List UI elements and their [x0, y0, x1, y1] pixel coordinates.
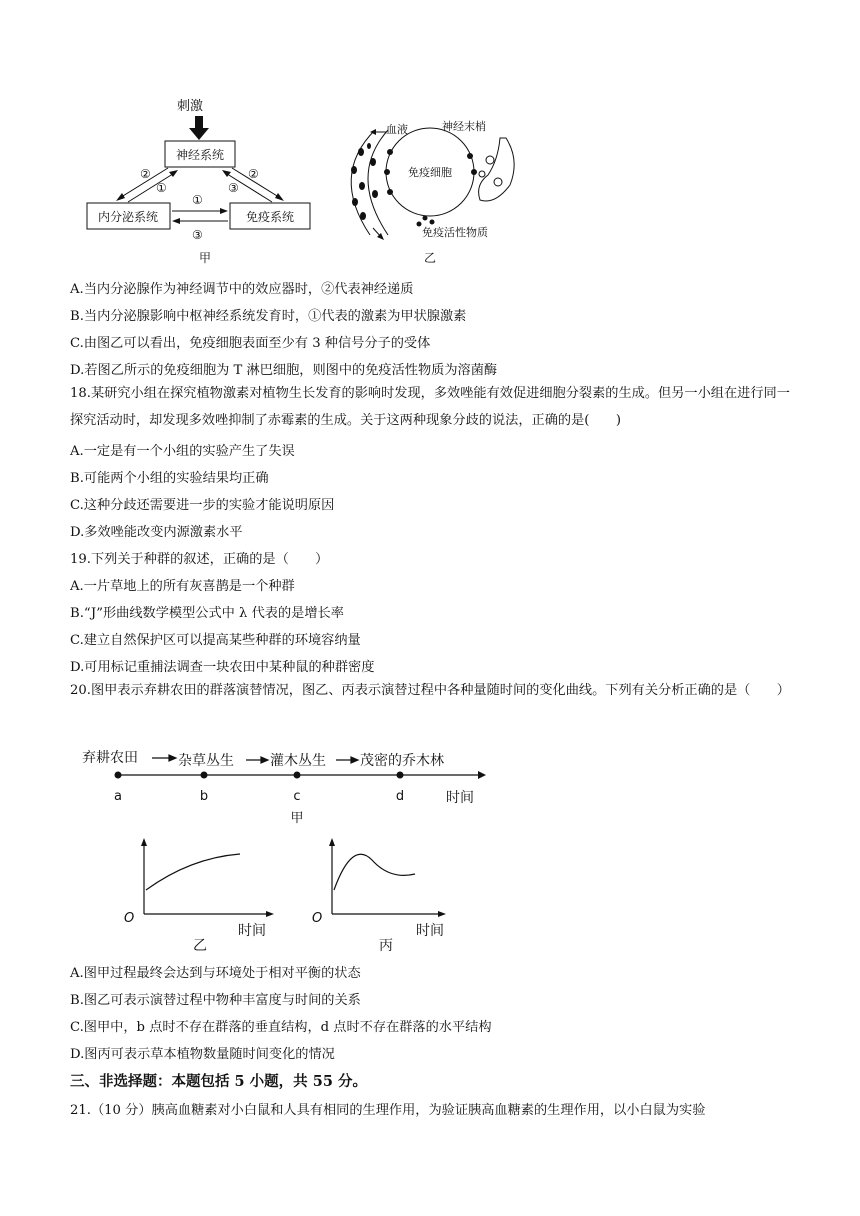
q17-option-a: A.当内分泌腺作为神经调节中的效应器时，②代表神经递质	[70, 282, 414, 297]
label-c: c	[293, 789, 301, 804]
caption-bing: 丙	[379, 938, 393, 954]
q20-option-b: B.图乙可表示演替过程中物种丰富度与时间的关系	[70, 993, 361, 1008]
q17-option-b: B.当内分泌腺影响中枢神经系统发育时，①代表的激素为甲状腺激素	[70, 309, 467, 324]
q19-option-c: C.建立自然保护区可以提高某些种群的环境容纳量	[70, 633, 361, 648]
q18-option-c: C.这种分歧还需要进一步的实验才能说明原因	[70, 498, 335, 513]
section-3-heading: 三、非选择题：本题包括 5 小题，共 55 分。	[70, 1073, 367, 1090]
label-a: a	[114, 789, 122, 804]
immune-cell-label: 免疫细胞	[408, 166, 452, 179]
stage-1: 弃耕农田	[82, 750, 138, 766]
stimulus-arrowhead	[189, 128, 209, 140]
circle-2-right: ②	[248, 167, 259, 181]
xlabel-bing: 时间	[416, 923, 444, 939]
stimulus-label: 刺激	[176, 99, 204, 114]
curve-bing	[334, 854, 415, 890]
circle-2-left: ②	[140, 167, 151, 181]
q17-option-d: D.若图乙所示的免疫细胞为 T 淋巴细胞，则图中的免疫活性物质为溶菌酶	[70, 363, 498, 378]
q17-option-c: C.由图乙可以看出，免疫细胞表面至少有 3 种信号分子的受体	[70, 336, 431, 351]
q18-stem: 18.某研究小组在探究植物激素对植物生长发育的影响时发现，多效唑能有效促进细胞分裂素的生成。但另一小组在进行同一探究活动时，却发现多效唑抑制了赤霉素的生成。关于这两种现象分歧的说法，正确的是( )	[70, 386, 790, 428]
q18-option-b: B.可能两个小组的实验结果均正确	[70, 471, 269, 486]
origin-bing: O	[312, 911, 323, 926]
caption-jia: 甲	[198, 251, 212, 265]
immune-substance-label: 免疫活性物质	[422, 226, 488, 239]
point-c	[294, 772, 301, 779]
q19-option-b: B.“J”形曲线数学模型公式中 λ 代表的是增长率	[70, 606, 344, 621]
q19-option-a: A.一片草地上的所有灰喜鹊是一个种群	[70, 579, 295, 594]
q21-stem: 21.（10 分）胰高血糖素对小白鼠和人具有相同的生理作用，为验证胰高血糖素的生理作用，以小白鼠为实验	[70, 1103, 706, 1118]
nerve-ending	[479, 138, 515, 201]
circle-3-middle: ③	[192, 228, 203, 242]
q19-option-d: D.可用标记重捕法调查一块农田中某种鼠的种群密度	[70, 660, 375, 675]
timeline-axis-label: 时间	[446, 790, 474, 806]
stage-4: 茂密的乔木林	[360, 753, 444, 769]
nervous-system-label: 神经系统	[175, 148, 225, 162]
q19-stem: 19.下列关于种群的叙述，正确的是（ ）	[70, 552, 329, 567]
immune-system-label: 免疫系统	[245, 210, 295, 224]
circle-1-left: ①	[156, 181, 167, 195]
stage-2: 杂草丛生	[178, 753, 234, 769]
caption-yi: 乙	[423, 251, 437, 265]
point-b	[201, 772, 208, 779]
point-d	[397, 772, 404, 779]
label-d: d	[395, 789, 405, 804]
q20-option-d: D.图丙可表示草本植物数量随时间变化的情况	[70, 1047, 335, 1062]
curve-yi	[146, 854, 240, 890]
caption-yi-2: 乙	[193, 938, 207, 954]
stimulus-arrow	[195, 116, 203, 128]
q18-option-d: D.多效唑能改变内源激素水平	[70, 525, 243, 540]
stage-3: 灌木丛生	[270, 753, 326, 769]
caption-jia-2: 甲	[290, 811, 304, 826]
circle-3-right: ③	[228, 181, 239, 195]
nerve-ending-label: 神经末梢	[442, 120, 486, 133]
endocrine-system-label: 内分泌系统	[97, 210, 159, 224]
origin-yi: O	[124, 911, 135, 926]
q20-option-c: C.图甲中，b 点时不存在群落的垂直结构，d 点时不存在群落的水平结构	[70, 1020, 492, 1035]
blood-label: 血液	[386, 123, 408, 136]
q18-option-a: A.一定是有一个小组的实验产生了失误	[70, 444, 295, 459]
q20-stem: 20.图甲表示弃耕农田的群落演替情况，图乙、丙表示演替过程中各种量随时间的变化曲线。下列有关分析正确的是（ ）	[70, 683, 790, 698]
circle-1-middle: ①	[192, 193, 203, 207]
xlabel-yi: 时间	[238, 923, 266, 939]
label-b: b	[199, 789, 209, 804]
figure-succession	[80, 740, 510, 960]
point-a	[115, 772, 122, 779]
q20-option-a: A.图甲过程最终会达到与环境处于相对平衡的状态	[70, 966, 361, 981]
figure-jia-yi	[70, 90, 530, 270]
